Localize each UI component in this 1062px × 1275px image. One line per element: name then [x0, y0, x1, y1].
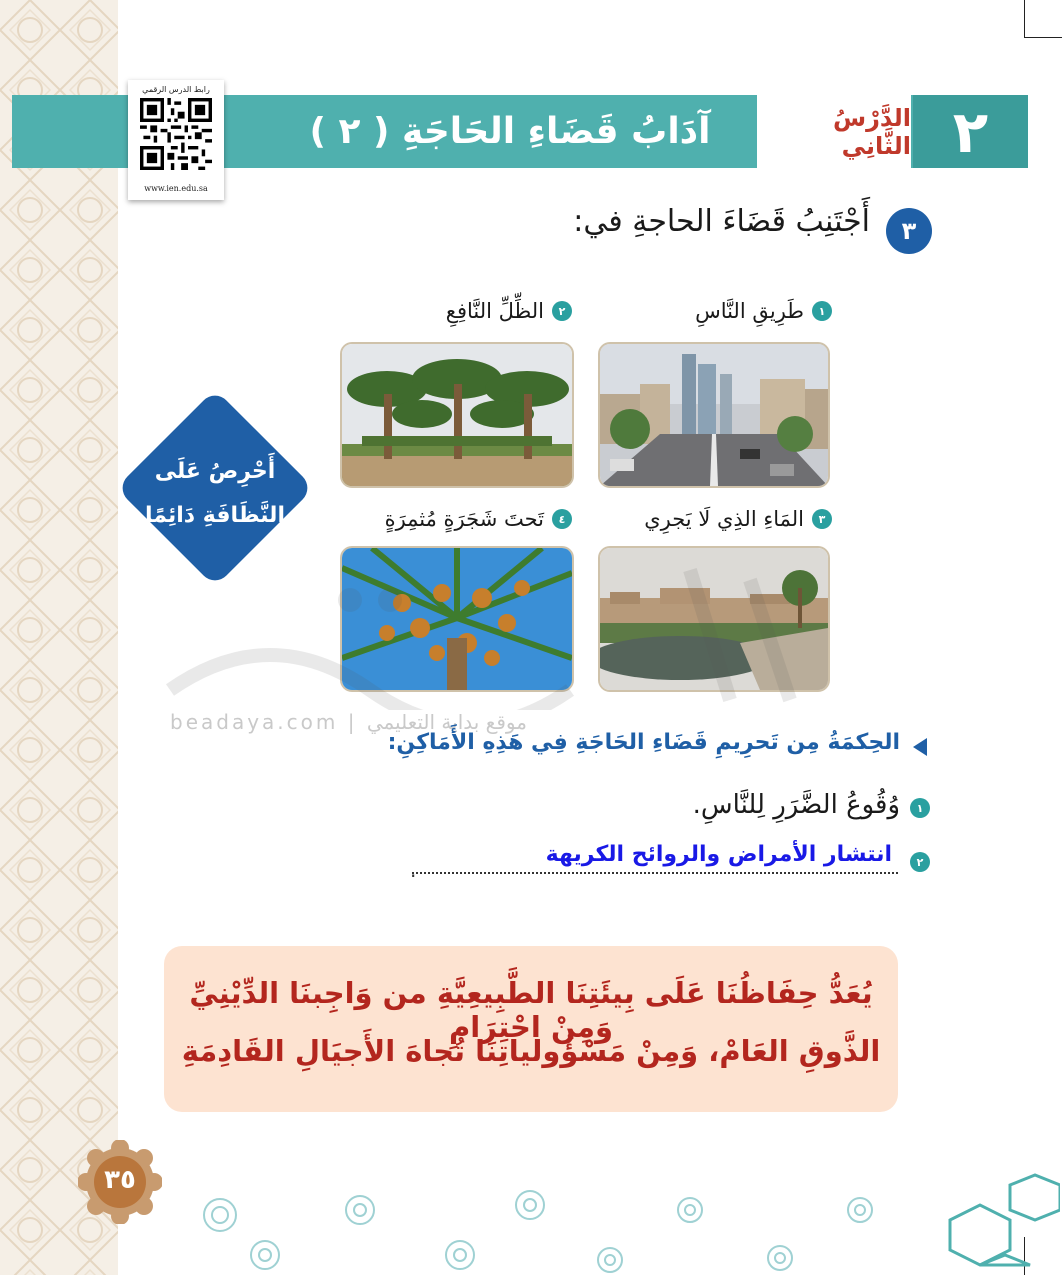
caption-text: تَحتَ شَجَرَةٍ مُثمِرَةٍ — [384, 507, 544, 531]
palm-shade-photo — [340, 342, 574, 488]
lesson-number: ٢ — [913, 95, 1028, 168]
section-number-badge: ٣ — [886, 208, 932, 254]
qr-code-icon[interactable] — [140, 98, 212, 170]
section-heading: أَجْتَنِبُ قَضَاءَ الحاجةِ في: — [573, 204, 870, 239]
pointer-triangle-icon — [913, 738, 927, 756]
caption-number: ١ — [812, 301, 832, 321]
answer-2-text[interactable]: انتشار الأمراض والروائح الكريهة — [545, 842, 892, 867]
lesson-title: آدَابُ قَضَاءِ الحَاجَةِ ( ٢ ) — [309, 111, 711, 152]
qr-url[interactable]: www.ien.edu.sa — [144, 184, 208, 193]
decorative-side-strip — [0, 0, 118, 1275]
place-caption-4 — [340, 504, 572, 534]
geometric-pattern-icon — [0, 0, 118, 1275]
answer-number: ٢ — [910, 852, 930, 872]
place-caption-2 — [340, 296, 572, 326]
caption-number: ٤ — [552, 509, 572, 529]
crop-mark — [1024, 0, 1025, 38]
answer-1-text: وُقُوعُ الضَّرَرِ لِلنَّاسِ. — [692, 790, 900, 820]
caption-number: ٣ — [812, 509, 832, 529]
caption-number: ٢ — [552, 301, 572, 321]
caption-text: الظِّلِّ النَّافِعِ — [445, 299, 544, 323]
caption-text: طَرِيقِ النَّاسِ — [695, 299, 804, 323]
crop-mark — [1024, 37, 1062, 38]
reminder-text: أَحْرِصُ عَلَى النَّظَافَةِ دَائِمًا — [145, 459, 285, 528]
place-caption-1 — [600, 296, 832, 326]
lesson-label: الدَّرْسُ الثَّانِي — [757, 95, 911, 168]
wisdom-title: الحِكمَةُ مِن تَحرِيمِ قَضَاءِ الحَاجَةِ فِي هَذِهِ الأَمَاكِنِ: — [387, 730, 900, 755]
qr-caption: رابط الدرس الرقمي — [142, 85, 210, 94]
note-line-1: يُعَدُّ حِفَاظُنَا عَلَى بِيئَتِنَا الطَّبِيعِيَّةِ من وَاجِبنَا الدِّيْنِيِّ وَمِنْ احْتِرَامِ — [189, 976, 873, 1044]
city-road-photo — [598, 342, 830, 488]
qr-card[interactable] — [128, 80, 224, 200]
answer-number: ١ — [910, 798, 930, 818]
caption-text: المَاءِ الذِي لَا يَجرِي — [644, 507, 804, 531]
answer-end-dot: . — [410, 858, 417, 882]
footer-rosettes-icon — [160, 1170, 1060, 1275]
watermark-url: beadaya.com | موقع بداية التعليمي — [170, 710, 527, 734]
note-box — [164, 946, 898, 1112]
note-line-2: الذَّوقِ العَامْ، وَمِنْ مَسْؤُولياتِنَا تُجاهَ الأَجيَالِ القَادِمَةِ — [181, 1034, 881, 1068]
place-caption-3 — [600, 504, 832, 534]
watermark-logo-icon — [150, 560, 870, 710]
page-number: ٣٥ — [104, 1165, 136, 1195]
